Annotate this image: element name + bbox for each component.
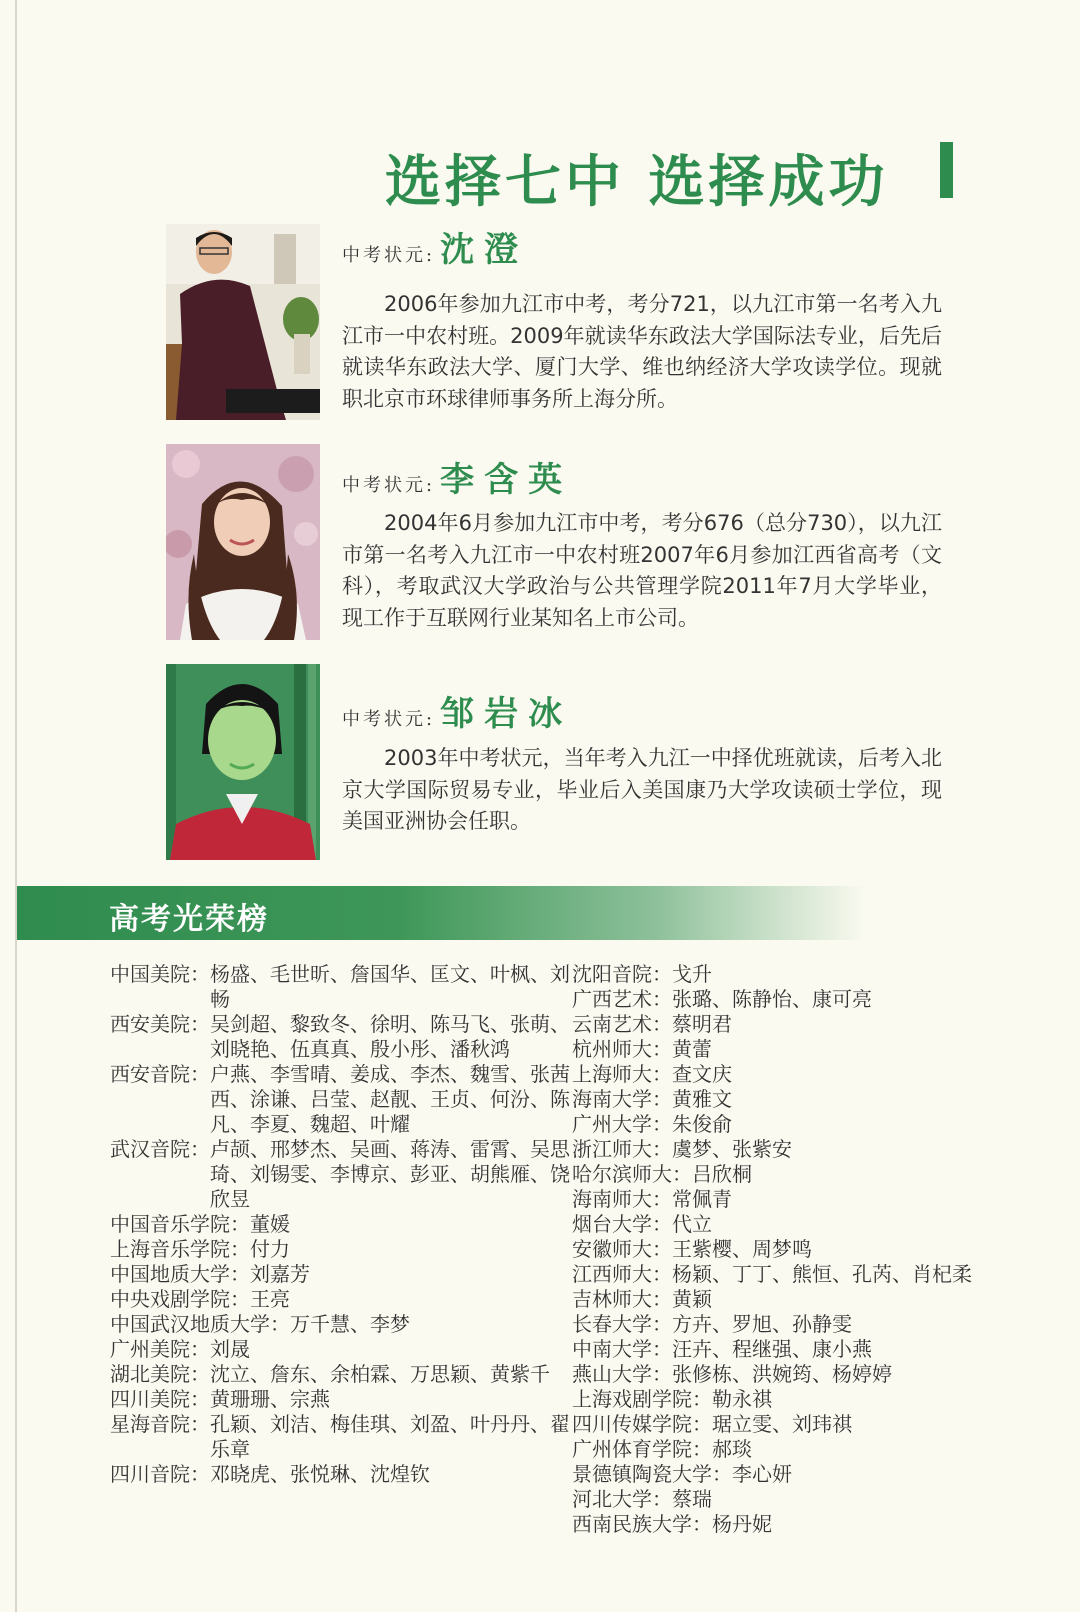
page-left-rule	[15, 0, 17, 1612]
honor-entry	[572, 1262, 1042, 1287]
honor-banner	[17, 886, 867, 940]
honor-entry	[572, 1037, 1042, 1062]
honor-entry	[572, 1212, 1042, 1237]
honor-school: 杭州师大：	[572, 1037, 672, 1061]
honor-entry	[110, 1137, 570, 1212]
honor-school: 浙江师大：	[572, 1137, 672, 1161]
honor-names: 黄蕾	[672, 1037, 712, 1061]
honor-school: 湖北美院：	[110, 1362, 210, 1386]
honor-names: 张璐、陈静怡、康可亮	[672, 987, 872, 1011]
page-headline: 选择七中 选择成功	[385, 150, 889, 215]
honor-school: 广州体育学院：	[572, 1437, 712, 1461]
honor-names: 杨丹妮	[712, 1512, 772, 1536]
profile-label-3: 中考状元:	[342, 709, 436, 730]
honor-school: 武汉音院：	[110, 1137, 210, 1161]
honor-school: 海南师大：	[572, 1187, 672, 1211]
honor-names: 方卉、罗旭、孙静雯	[672, 1312, 852, 1336]
honor-entry	[572, 1187, 1042, 1212]
honor-entry	[572, 1337, 1042, 1362]
honor-names: 付力	[250, 1237, 290, 1261]
honor-names: 黄珊珊、宗燕	[210, 1387, 330, 1411]
honor-names: 董媛	[250, 1212, 290, 1236]
honor-school: 中国武汉地质大学：	[110, 1312, 290, 1336]
honor-school: 景德镇陶瓷大学：	[572, 1462, 732, 1486]
honor-entry	[110, 1262, 570, 1287]
profile-name-2: 李含英	[440, 460, 573, 500]
honor-school: 四川美院：	[110, 1387, 210, 1411]
honor-entry	[110, 1362, 570, 1387]
honor-entry	[110, 1212, 570, 1237]
honor-entry	[572, 1487, 1042, 1512]
honor-school: 广州美院：	[110, 1337, 210, 1361]
honor-entry	[572, 1237, 1042, 1262]
honor-school: 云南艺术：	[572, 1012, 672, 1036]
honor-entry	[110, 1287, 570, 1312]
honor-names: 沈立、詹东、余柏霖、万思颖、黄紫千	[210, 1362, 550, 1386]
honor-school: 星海音院：	[110, 1412, 210, 1436]
honor-entry	[572, 1012, 1042, 1037]
profile-photo-2	[166, 444, 320, 640]
honor-entry	[572, 1312, 1042, 1337]
honor-entry	[110, 1412, 570, 1462]
honor-school: 安徽师大：	[572, 1237, 672, 1261]
honor-names: 蔡明君	[672, 1012, 732, 1036]
honor-entry	[110, 1337, 570, 1362]
honor-school: 中国美院：	[110, 962, 210, 986]
honor-names: 刘晟	[210, 1337, 250, 1361]
honor-names: 杨盛、毛世昕、詹国华、匡文、叶枫、刘畅	[210, 962, 570, 1011]
honor-names: 黄雅文	[672, 1087, 732, 1111]
honor-names: 黄颖	[672, 1287, 712, 1311]
profile-name-line-2	[342, 452, 572, 501]
profile-label-1: 中考状元:	[342, 245, 436, 266]
honor-entry	[572, 1162, 1042, 1187]
honor-school: 中国地质大学：	[110, 1262, 250, 1286]
profile-name-3: 邹岩冰	[440, 694, 573, 734]
honor-school: 海南大学：	[572, 1087, 672, 1111]
honor-school: 上海戏剧学院：	[572, 1387, 712, 1411]
honor-banner-title: 高考光荣榜	[109, 902, 269, 937]
honor-entry	[110, 1012, 570, 1062]
honor-entry	[572, 1412, 1042, 1437]
honor-school: 广西艺术：	[572, 987, 672, 1011]
honor-names: 郝琰	[712, 1437, 752, 1461]
honor-names: 朱俊俞	[672, 1112, 732, 1136]
honor-school: 河北大学：	[572, 1487, 672, 1511]
honor-entry	[572, 1362, 1042, 1387]
profile-bio-2: 2004年6月参加九江市中考，考分676（总分730），以九江市第一名考入九江市一中农村班2007年6月参加江西省高考（文科），考取武汉大学政治与公共管理学院2011年7月大学毕业，现工作于互联网行业某知名上市公司。	[342, 511, 942, 630]
honor-list-right	[572, 962, 1042, 1537]
profile-label-2: 中考状元:	[342, 475, 436, 496]
headline-accent-bar	[940, 142, 953, 198]
honor-names: 吕欣桐	[692, 1162, 752, 1186]
honor-entry	[572, 1462, 1042, 1487]
honor-names: 勒永祺	[712, 1387, 772, 1411]
honor-names: 李心妍	[732, 1462, 792, 1486]
honor-entry	[110, 1312, 570, 1337]
honor-school: 长春大学：	[572, 1312, 672, 1336]
honor-names: 杨颖、丁丁、熊恒、孔芮、肖杞柔	[672, 1262, 972, 1286]
honor-names: 王亮	[250, 1287, 290, 1311]
honor-entry	[572, 1437, 1042, 1462]
profile-name-line-3	[342, 686, 572, 735]
honor-school: 四川音院：	[110, 1462, 210, 1486]
profile-photo-1	[166, 224, 320, 420]
honor-entry	[572, 962, 1042, 987]
honor-names: 张修栋、洪婉筠、杨婷婷	[672, 1362, 892, 1386]
honor-entry	[110, 1237, 570, 1262]
honor-names: 王紫樱、周梦鸣	[672, 1237, 812, 1261]
honor-entry	[572, 1087, 1042, 1112]
honor-school: 西南民族大学：	[572, 1512, 712, 1536]
honor-school: 燕山大学：	[572, 1362, 672, 1386]
honor-entry	[572, 1062, 1042, 1087]
honor-names: 户燕、李雪晴、姜成、李杰、魏雪、张茜西、涂谦、吕莹、赵靓、王贞、何汾、陈凡、李夏、魏超、叶耀	[210, 1062, 570, 1136]
honor-names: 常佩青	[672, 1187, 732, 1211]
profile-bio-3: 2003年中考状元，当年考入九江一中择优班就读，后考入北京大学国际贸易专业，毕业后入美国康乃大学攻读硕士学位，现美国亚洲协会任职。	[342, 746, 942, 833]
profile-bio-1: 2006年参加九江市中考，考分721，以九江市第一名考入九江市一中农村班。2009年就读华东政法大学国际法专业，后先后就读华东政法大学、厦门大学、维也纳经济大学攻读学位。现就职北京市环球律师事务所上海分所。	[342, 292, 942, 411]
honor-entry	[110, 962, 570, 1012]
honor-entry	[110, 1062, 570, 1137]
honor-names: 蔡瑞	[672, 1487, 712, 1511]
honor-school: 中南大学：	[572, 1337, 672, 1361]
honor-names: 吴剑超、黎致冬、徐明、陈马飞、张萌、刘晓艳、伍真真、殷小彤、潘秋鸿	[210, 1012, 570, 1061]
honor-school: 上海师大：	[572, 1062, 672, 1086]
honor-entry	[110, 1387, 570, 1412]
honor-school: 上海音乐学院：	[110, 1237, 250, 1261]
honor-school: 沈阳音院：	[572, 962, 672, 986]
honor-names: 卢颉、邢梦杰、吴画、蒋涛、雷霄、吴思琦、刘锡雯、李博京、彭亚、胡熊雁、饶欣昱	[210, 1137, 570, 1211]
honor-names: 查文庆	[672, 1062, 732, 1086]
honor-names: 邓晓虎、张悦琳、沈煌钦	[210, 1462, 430, 1486]
honor-names: 虞梦、张紫安	[672, 1137, 792, 1161]
honor-names: 汪卉、程继强、康小燕	[672, 1337, 872, 1361]
honor-school: 江西师大：	[572, 1262, 672, 1286]
honor-entry	[572, 987, 1042, 1012]
honor-names: 万千慧、李梦	[290, 1312, 410, 1336]
profile-name-1: 沈澄	[440, 230, 529, 270]
honor-school: 四川传媒学院：	[572, 1412, 712, 1436]
honor-school: 西安美院：	[110, 1012, 210, 1036]
honor-names: 刘嘉芳	[250, 1262, 310, 1286]
honor-entry	[572, 1387, 1042, 1412]
honor-list-left	[110, 962, 570, 1487]
honor-names: 琚立雯、刘玮祺	[712, 1412, 852, 1436]
profile-name-line-1	[342, 222, 528, 271]
honor-names: 孔颖、刘洁、梅佳琪、刘盈、叶丹丹、翟乐章	[210, 1412, 570, 1461]
honor-school: 中国音乐学院：	[110, 1212, 250, 1236]
honor-names: 戈升	[672, 962, 712, 986]
honor-entry	[572, 1137, 1042, 1162]
honor-school: 吉林师大：	[572, 1287, 672, 1311]
profile-photo-3	[166, 664, 320, 860]
honor-school: 广州大学：	[572, 1112, 672, 1136]
honor-entry	[110, 1462, 570, 1487]
honor-school: 哈尔滨师大：	[572, 1162, 692, 1186]
honor-entry	[572, 1287, 1042, 1312]
honor-entry	[572, 1112, 1042, 1137]
honor-school: 烟台大学：	[572, 1212, 672, 1236]
honor-entry	[572, 1512, 1042, 1537]
honor-names: 代立	[672, 1212, 712, 1236]
honor-school: 中央戏剧学院：	[110, 1287, 250, 1311]
honor-school: 西安音院：	[110, 1062, 210, 1086]
